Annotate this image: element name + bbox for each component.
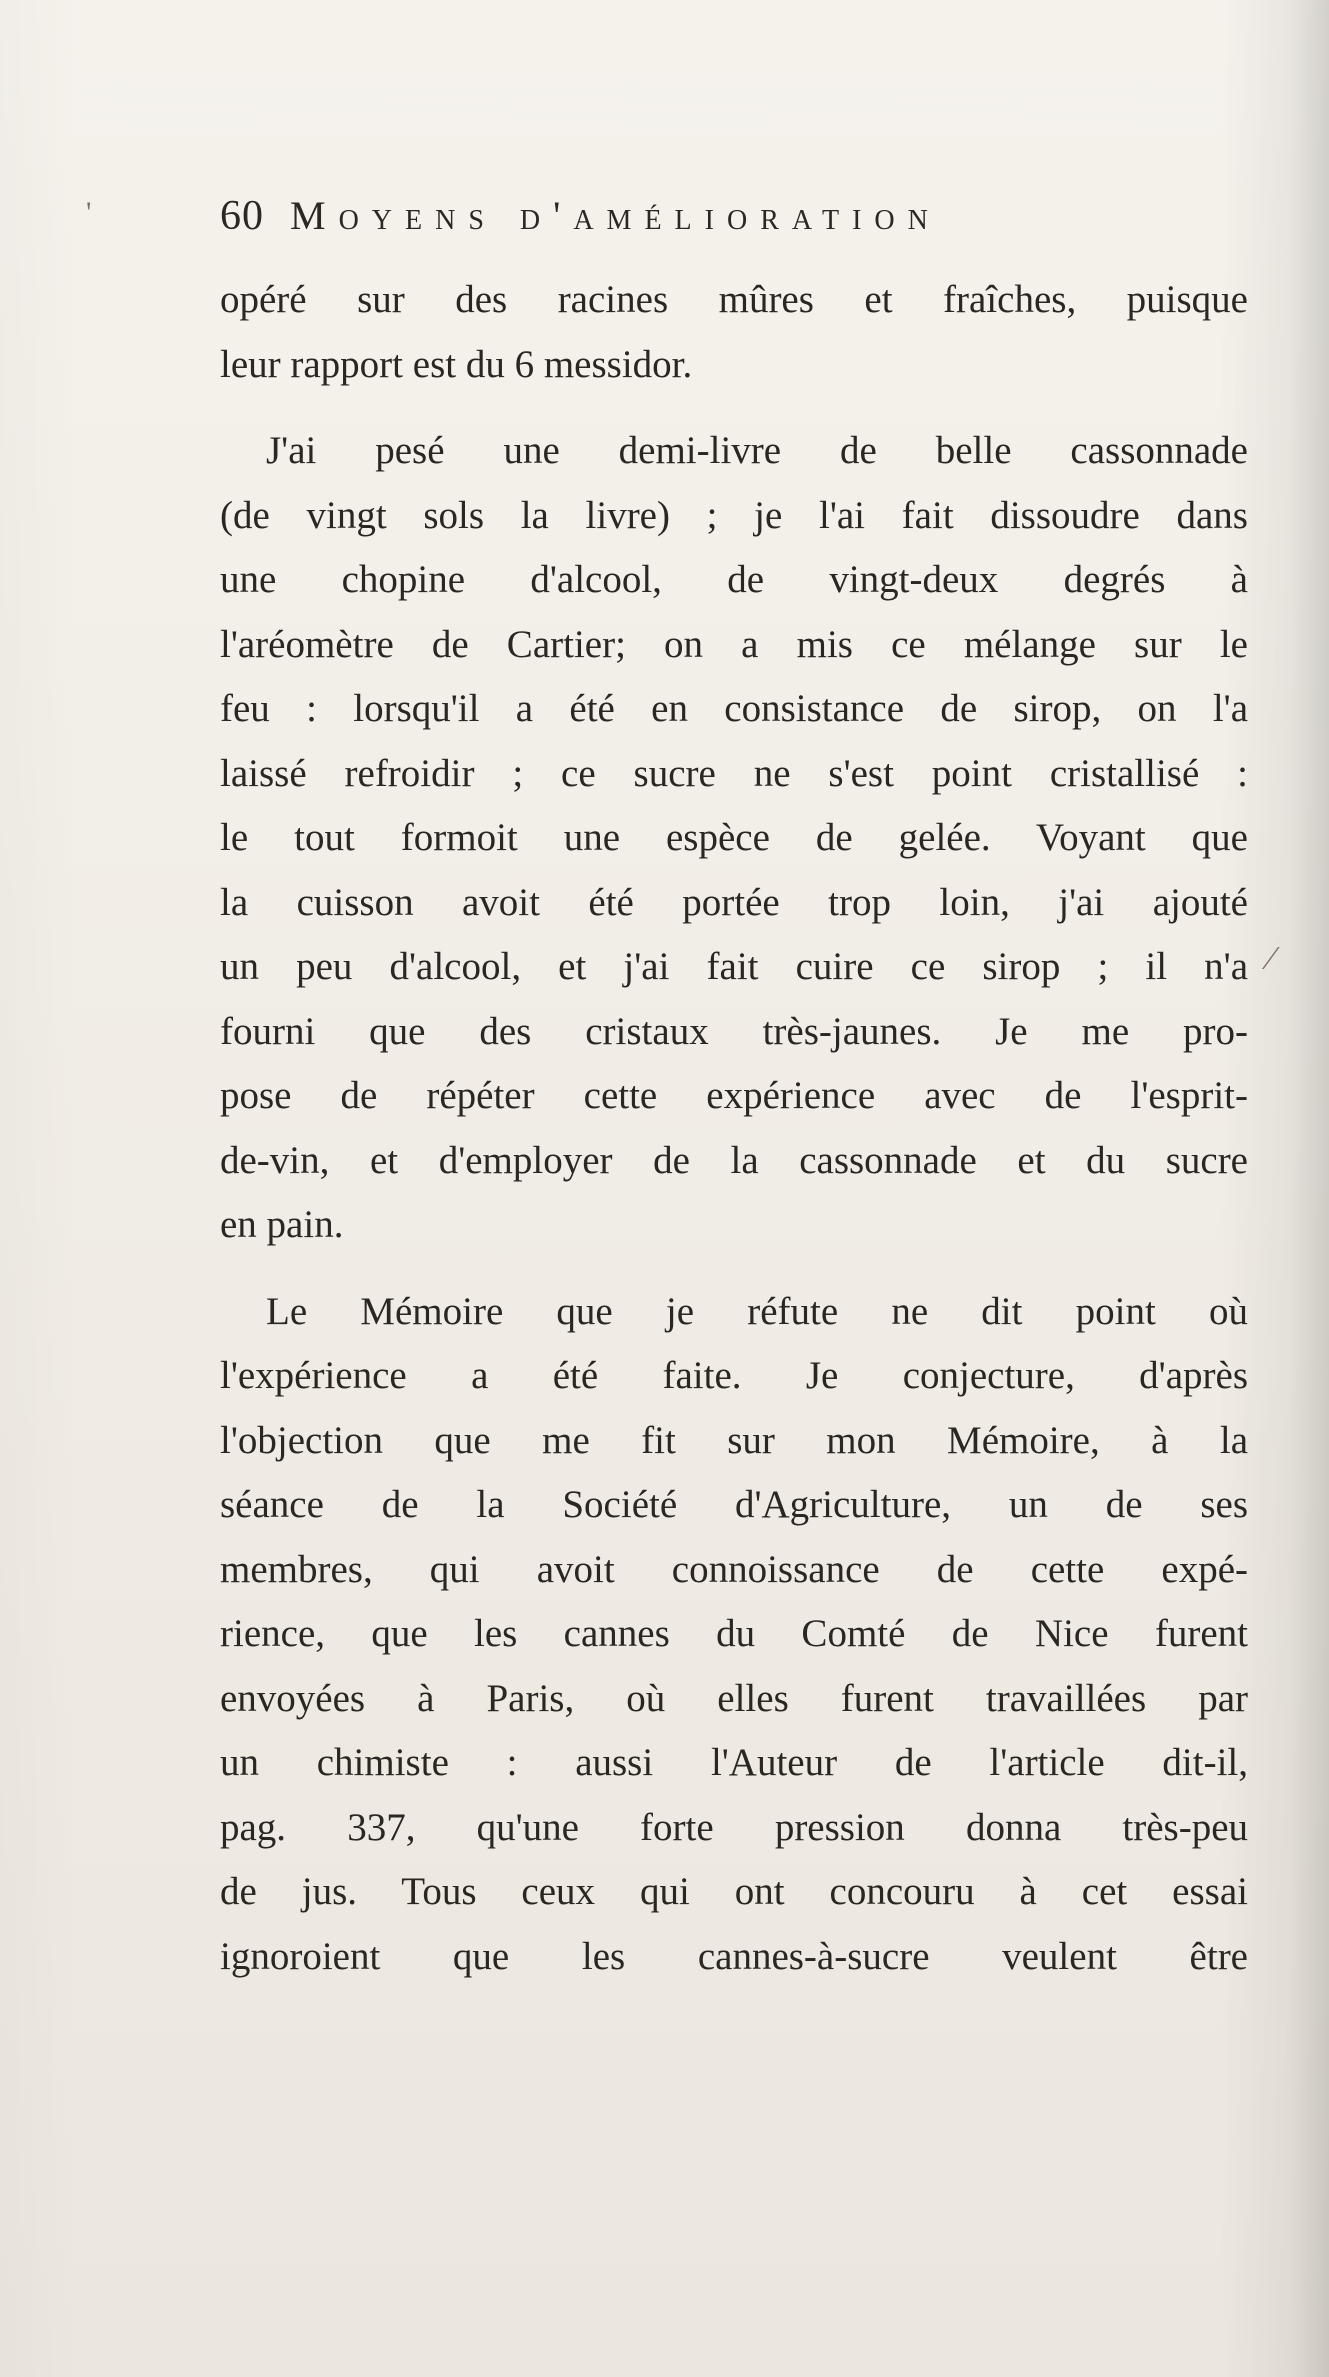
running-head-title: Moyens d'amélioration	[290, 193, 941, 238]
text-line: J'ai pesé une demi-livre de belle cassonnade	[266, 429, 1248, 472]
text-line: ignoroient que les cannes-à-sucre veulent être	[220, 1934, 1248, 1978]
text-line: la cuisson avoit été portée trop loin, j'ai ajouté	[220, 880, 1248, 924]
text-line: séance de la Société d'Agriculture, un de ses	[220, 1483, 1248, 1526]
text-line: l'expérience a été faite. Je conjecture, d'après	[220, 1354, 1248, 1397]
text-line: laissé refroidir ; ce sucre ne s'est point cristallisé :	[220, 751, 1248, 795]
text-line: l'objection que me fit sur mon Mémoire, à la	[220, 1418, 1248, 1462]
paragraph	[220, 1280, 1248, 1990]
text-line: de-vin, et d'employer de la cassonnade et du sucre	[220, 1138, 1248, 1182]
text-line: pag. 337, qu'une forte pression donna très-peu	[220, 1805, 1248, 1849]
paragraph	[220, 268, 1248, 397]
body-text	[220, 268, 1248, 1989]
paragraph-gap	[220, 1258, 1248, 1280]
text-line: Le Mémoire que je réfute ne dit point où	[266, 1289, 1248, 1333]
text-line: un peu d'alcool, et j'ai fait cuire ce sirop ; il n'a	[220, 945, 1248, 988]
margin-speck: '	[86, 196, 92, 229]
text-line: (de vingt sols la livre) ; je l'ai fait dissoudre dans	[220, 493, 1248, 537]
text-line: le tout formoit une espèce de gelée. Voyant que	[220, 816, 1248, 859]
text-line: feu : lorsqu'il a été en consistance de sirop, on l'a	[220, 687, 1248, 730]
paragraph	[220, 419, 1248, 1258]
text-line: pose de répéter cette expérience avec de l'esprit-	[220, 1074, 1248, 1117]
text-line: leur rapport est du 6 messidor.	[220, 342, 693, 386]
running-head	[220, 192, 1240, 252]
text-line: fourni que des cristaux très-jaunes. Je me pro-	[220, 1009, 1248, 1053]
text-line: un chimiste : aussi l'Auteur de l'article dit-il,	[220, 1741, 1248, 1784]
margin-pencil-mark: ⁄	[1268, 940, 1274, 977]
text-line: en pain.	[220, 1203, 344, 1246]
text-line: l'aréomètre de Cartier; on a mis ce mélange sur le	[220, 622, 1248, 666]
text-line: opéré sur des racines mûres et fraîches, puisque	[220, 278, 1248, 321]
text-line: rience, que les cannes du Comté de Nice furent	[220, 1612, 1248, 1655]
text-line: une chopine d'alcool, de vingt-deux degrés à	[220, 558, 1248, 601]
text-line: envoyées à Paris, où elles furent travaillées par	[220, 1676, 1248, 1720]
text-line: de jus. Tous ceux qui ont concouru à cet essai	[220, 1870, 1248, 1913]
page-number: 60	[220, 193, 264, 239]
paragraph-gap	[220, 397, 1248, 419]
text-line: membres, qui avoit connoissance de cette expé-	[220, 1547, 1248, 1591]
